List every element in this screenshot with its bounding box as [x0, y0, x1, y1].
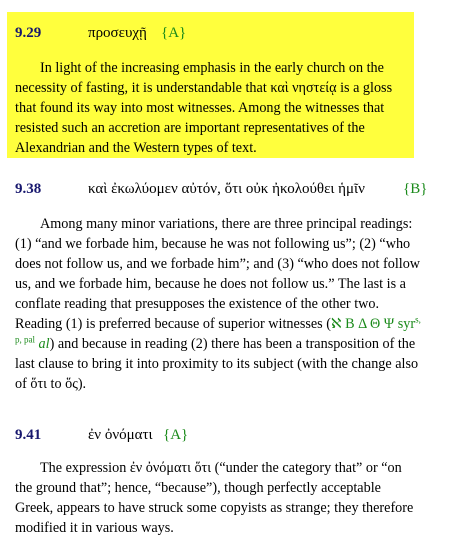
greek-lemma: προσευχῇ	[88, 25, 147, 41]
entry-heading	[15, 24, 187, 42]
paragraph-text: ) and because in reading (2) there has been a transposition of the last clause to bring it into proximity to its subject (with the change also of ὅτι to ὅς).	[15, 336, 419, 392]
entry-heading	[15, 180, 428, 198]
verse-number: 9.29	[15, 25, 42, 41]
verse-number: 9.41	[15, 427, 42, 443]
greek-lemma: ἐν ὀνόματι	[88, 427, 153, 443]
witness-superscript: s, p, pal	[15, 314, 421, 345]
entry-heading	[15, 426, 189, 444]
commentary-entry-9-29	[7, 12, 414, 158]
commentary-entry-9-41	[7, 412, 414, 538]
witness-tail: al	[35, 336, 50, 352]
commentary-paragraph: In light of the increasing emphasis in the early church on the necessity of fasting, it is understandable that καὶ νηστείᾳ is a gloss that found its way into most witnesses. Among the witnesses that resisted such an accretion are important representatives of the Alexandrian and the Western types of text.	[15, 60, 393, 156]
rating-badge: {A}	[161, 25, 187, 41]
rating-badge: {B}	[403, 181, 428, 197]
commentary-entry-9-38	[7, 170, 428, 400]
witness-list: ℵ B Δ Θ Ψ syr	[330, 316, 416, 332]
greek-lemma: καὶ ἐκωλύομεν αὐτόν, ὅτι οὐκ ἠκολούθει ἡμῖν	[88, 181, 365, 197]
commentary-paragraph: The expression ἐν ὀνόματι ὅτι (“under the category that” or “on the ground that”; hence, “because”), though perfectly acceptable Greek, appears to have struck some copyists as strange; they therefore modified it in various ways.	[15, 460, 414, 536]
rating-badge: {A}	[163, 427, 189, 443]
paragraph-text: Among many minor variations, there are three principal readings: (1) “and we forbade him, because he was not following us”; (2) “who does not follow us, and we forbade him”; and (3) “who does not follow us, and we forbade him, because he does not follow us.” The last is a conflate reading that presupposes the existence of the other two. Reading (1) is preferred because of superior witnesses (	[15, 216, 421, 332]
verse-number: 9.38	[15, 181, 42, 197]
commentary-paragraph	[15, 214, 425, 394]
